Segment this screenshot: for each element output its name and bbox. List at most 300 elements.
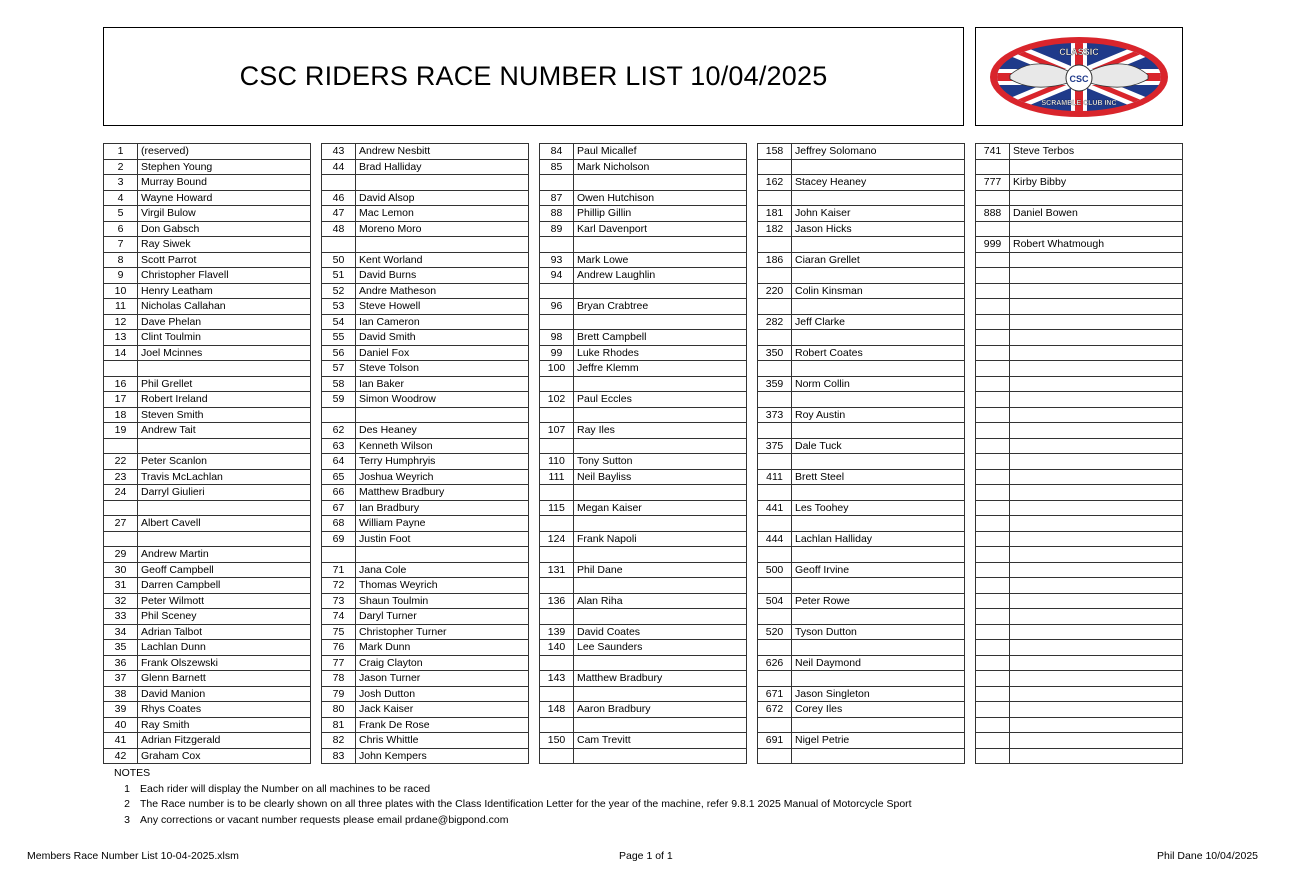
race-number-cell — [540, 283, 574, 299]
footer-author-date: Phil Dane 10/04/2025 — [1157, 850, 1258, 862]
table-row — [976, 407, 1183, 423]
rider-name-cell: Dale Tuck — [792, 438, 965, 454]
table-row — [758, 438, 965, 454]
table-row — [758, 733, 965, 749]
table-row — [976, 376, 1183, 392]
race-number-cell: 42 — [104, 748, 138, 764]
rider-name-cell — [1010, 733, 1183, 749]
table-row — [540, 314, 747, 330]
rider-name-cell — [574, 376, 747, 392]
rider-name-cell — [574, 516, 747, 532]
race-number-cell — [104, 500, 138, 516]
race-number-cell: 87 — [540, 190, 574, 206]
race-number-cell: 220 — [758, 283, 792, 299]
table-row — [976, 485, 1183, 501]
race-number-cell — [976, 593, 1010, 609]
race-number-cell: 186 — [758, 252, 792, 268]
race-number-cell — [976, 345, 1010, 361]
rider-name-cell — [1010, 578, 1183, 594]
table-row — [976, 655, 1183, 671]
race-number-cell: 94 — [540, 268, 574, 284]
table-row — [758, 392, 965, 408]
race-number-cell: 29 — [104, 547, 138, 563]
rider-name-cell: Paul Micallef — [574, 144, 747, 160]
table-row — [104, 423, 311, 439]
rider-name-cell: David Alsop — [356, 190, 529, 206]
table-row — [322, 454, 529, 470]
table-row — [976, 423, 1183, 439]
rider-name-cell: Craig Clayton — [356, 655, 529, 671]
rider-name-cell — [356, 175, 529, 191]
race-number-cell: 6 — [104, 221, 138, 237]
table-row — [540, 717, 747, 733]
rider-name-cell: Mark Lowe — [574, 252, 747, 268]
race-number-cell: 359 — [758, 376, 792, 392]
race-number-cell — [976, 531, 1010, 547]
table-row — [976, 283, 1183, 299]
race-number-cell: 373 — [758, 407, 792, 423]
table-row — [540, 438, 747, 454]
race-number-cell: 82 — [322, 733, 356, 749]
table-row — [322, 469, 529, 485]
race-number-cell — [976, 283, 1010, 299]
rider-name-cell — [138, 361, 311, 377]
table-row — [104, 299, 311, 315]
race-number-cell — [758, 159, 792, 175]
race-number-cell: 30 — [104, 562, 138, 578]
rider-name-cell — [792, 454, 965, 470]
table-row — [104, 640, 311, 656]
rider-name-cell: Frank Napoli — [574, 531, 747, 547]
race-number-cell: 85 — [540, 159, 574, 175]
race-number-cell — [758, 748, 792, 764]
rider-name-cell: Darren Campbell — [138, 578, 311, 594]
rider-name-cell: Cam Trevitt — [574, 733, 747, 749]
table-row — [322, 376, 529, 392]
race-number-cell: 53 — [322, 299, 356, 315]
rider-name-cell: Tyson Dutton — [792, 624, 965, 640]
rider-name-cell: Peter Wilmott — [138, 593, 311, 609]
rider-name-cell — [1010, 655, 1183, 671]
table-row — [322, 159, 529, 175]
table-row — [976, 593, 1183, 609]
rider-name-cell — [574, 655, 747, 671]
race-number-cell — [976, 733, 1010, 749]
race-number-cell: 19 — [104, 423, 138, 439]
rider-name-cell: Mark Nicholson — [574, 159, 747, 175]
table-row — [758, 283, 965, 299]
rider-name-cell: Peter Scanlon — [138, 454, 311, 470]
rider-name-cell: Joel Mcinnes — [138, 345, 311, 361]
table-row — [104, 159, 311, 175]
race-number-cell: 64 — [322, 454, 356, 470]
race-number-cell — [976, 485, 1010, 501]
rider-name-cell: Rhys Coates — [138, 702, 311, 718]
table-row — [322, 438, 529, 454]
table-row — [540, 330, 747, 346]
rider-name-cell — [792, 547, 965, 563]
number-column-3 — [539, 143, 747, 764]
table-row — [104, 469, 311, 485]
rider-name-cell: Geoff Campbell — [138, 562, 311, 578]
table-row — [540, 640, 747, 656]
race-number-cell: 36 — [104, 655, 138, 671]
race-number-cell: 58 — [322, 376, 356, 392]
table-row — [976, 516, 1183, 532]
rider-name-cell — [356, 407, 529, 423]
table-row — [758, 454, 965, 470]
table-row — [104, 485, 311, 501]
race-number-cell: 375 — [758, 438, 792, 454]
table-row — [758, 237, 965, 253]
svg-text:CLASSIC: CLASSIC — [1059, 46, 1099, 57]
table-row — [322, 330, 529, 346]
table-row — [104, 686, 311, 702]
rider-name-cell: Robert Ireland — [138, 392, 311, 408]
race-number-cell — [758, 454, 792, 470]
table-row — [976, 159, 1183, 175]
table-row — [322, 283, 529, 299]
table-row — [104, 407, 311, 423]
race-number-cell: 2 — [104, 159, 138, 175]
rider-name-cell: Wayne Howard — [138, 190, 311, 206]
race-number-cell: 66 — [322, 485, 356, 501]
race-number-cell — [976, 221, 1010, 237]
table-row — [758, 159, 965, 175]
rider-name-cell — [1010, 159, 1183, 175]
race-number-cell — [976, 268, 1010, 284]
race-number-cell — [540, 717, 574, 733]
rider-name-cell — [792, 237, 965, 253]
rider-name-cell: Lee Saunders — [574, 640, 747, 656]
rider-name-cell: David Smith — [356, 330, 529, 346]
rider-name-cell: Ian Baker — [356, 376, 529, 392]
table-row — [104, 376, 311, 392]
rider-name-cell: (reserved) — [138, 144, 311, 160]
table-row — [104, 361, 311, 377]
race-number-cell — [976, 299, 1010, 315]
race-number-cell: 150 — [540, 733, 574, 749]
race-number-cell — [976, 562, 1010, 578]
race-number-cell: 77 — [322, 655, 356, 671]
logo-box — [975, 27, 1183, 126]
table-row — [540, 624, 747, 640]
race-number-cell — [540, 547, 574, 563]
table-row — [540, 175, 747, 191]
race-number-cell — [976, 454, 1010, 470]
race-number-cell: 31 — [104, 578, 138, 594]
race-number-cell: 139 — [540, 624, 574, 640]
race-number-cell — [540, 578, 574, 594]
number-column-1 — [103, 143, 311, 764]
table-row — [322, 500, 529, 516]
race-number-cell: 148 — [540, 702, 574, 718]
rider-name-cell: Frank Olszewski — [138, 655, 311, 671]
rider-name-cell: Phillip Gillin — [574, 206, 747, 222]
race-number-cell: 140 — [540, 640, 574, 656]
race-number-cell — [540, 609, 574, 625]
table-row — [976, 144, 1183, 160]
rider-name-cell: Adrian Talbot — [138, 624, 311, 640]
table-row — [104, 175, 311, 191]
race-number-cell: 39 — [104, 702, 138, 718]
table-row — [758, 423, 965, 439]
rider-name-cell — [574, 407, 747, 423]
table-row — [976, 624, 1183, 640]
race-number-cell: 57 — [322, 361, 356, 377]
rider-name-cell — [1010, 314, 1183, 330]
number-column-2 — [321, 143, 529, 764]
race-number-cell: 1 — [104, 144, 138, 160]
table-row — [104, 500, 311, 516]
race-number-cell: 182 — [758, 221, 792, 237]
rider-name-cell: Mark Dunn — [356, 640, 529, 656]
rider-name-cell — [792, 190, 965, 206]
race-number-cell: 89 — [540, 221, 574, 237]
race-number-cell — [758, 299, 792, 315]
rider-name-cell: Stacey Heaney — [792, 175, 965, 191]
rider-name-cell — [574, 686, 747, 702]
table-row — [322, 733, 529, 749]
rider-name-cell — [1010, 702, 1183, 718]
race-number-cell: 81 — [322, 717, 356, 733]
table-row — [976, 237, 1183, 253]
race-number-cell — [540, 314, 574, 330]
rider-name-cell — [138, 531, 311, 547]
race-number-cell: 73 — [322, 593, 356, 609]
note-item: 2 The Race number is to be clearly shown on all three plates with the Class Identification Letter for the year of the machine, refer 9.8.1 2025 Manual of Motorcycle Sport — [124, 798, 912, 810]
race-number-cell: 62 — [322, 423, 356, 439]
table-row — [758, 175, 965, 191]
race-number-cell — [976, 547, 1010, 563]
race-number-cell — [322, 547, 356, 563]
race-number-cell — [758, 578, 792, 594]
rider-name-cell: David Coates — [574, 624, 747, 640]
rider-name-cell: Stephen Young — [138, 159, 311, 175]
table-row — [322, 392, 529, 408]
rider-name-cell — [1010, 593, 1183, 609]
race-number-cell — [540, 516, 574, 532]
table-row — [758, 252, 965, 268]
rider-name-cell: Daniel Fox — [356, 345, 529, 361]
race-number-cell: 79 — [322, 686, 356, 702]
rider-name-cell — [1010, 454, 1183, 470]
table-row — [540, 500, 747, 516]
table-row — [758, 671, 965, 687]
rider-name-cell: Ian Cameron — [356, 314, 529, 330]
table-row — [758, 345, 965, 361]
table-row — [322, 547, 529, 563]
rider-name-cell — [1010, 671, 1183, 687]
race-number-cell — [104, 531, 138, 547]
rider-name-cell: Henry Leatham — [138, 283, 311, 299]
table-row — [976, 547, 1183, 563]
rider-name-cell: Des Heaney — [356, 423, 529, 439]
rider-name-cell — [574, 175, 747, 191]
table-row — [758, 624, 965, 640]
rider-name-cell: Mac Lemon — [356, 206, 529, 222]
table-row — [104, 283, 311, 299]
race-number-cell: 131 — [540, 562, 574, 578]
table-row — [322, 221, 529, 237]
rider-name-cell — [1010, 407, 1183, 423]
race-number-cell: 38 — [104, 686, 138, 702]
table-row — [758, 686, 965, 702]
rider-name-cell — [138, 438, 311, 454]
rider-name-cell: Phil Dane — [574, 562, 747, 578]
rider-name-cell: Kent Worland — [356, 252, 529, 268]
race-number-cell — [976, 438, 1010, 454]
table-row — [104, 190, 311, 206]
race-number-cell: 504 — [758, 593, 792, 609]
race-number-cell — [758, 671, 792, 687]
race-number-cell — [758, 547, 792, 563]
race-number-cell — [758, 268, 792, 284]
table-row — [104, 268, 311, 284]
rider-name-cell: Les Toohey — [792, 500, 965, 516]
race-number-cell — [976, 748, 1010, 764]
race-number-cell: 24 — [104, 485, 138, 501]
table-row — [104, 516, 311, 532]
rider-name-cell — [792, 578, 965, 594]
race-number-cell: 107 — [540, 423, 574, 439]
rider-name-cell — [1010, 283, 1183, 299]
race-number-cell: 16 — [104, 376, 138, 392]
table-row — [322, 593, 529, 609]
race-number-cell — [976, 392, 1010, 408]
table-row — [322, 717, 529, 733]
table-row — [104, 330, 311, 346]
table-row — [758, 376, 965, 392]
race-number-cell: 14 — [104, 345, 138, 361]
rider-name-cell: Frank De Rose — [356, 717, 529, 733]
rider-name-cell: Steve Tolson — [356, 361, 529, 377]
race-number-cell: 124 — [540, 531, 574, 547]
table-row — [104, 562, 311, 578]
race-number-cell: 74 — [322, 609, 356, 625]
rider-name-cell — [1010, 345, 1183, 361]
rider-name-cell: Justin Foot — [356, 531, 529, 547]
rider-name-cell — [792, 609, 965, 625]
rider-name-cell: Scott Parrot — [138, 252, 311, 268]
race-number-cell — [976, 469, 1010, 485]
rider-name-cell: Don Gabsch — [138, 221, 311, 237]
table-row — [104, 702, 311, 718]
race-number-cell — [758, 237, 792, 253]
race-number-cell — [322, 237, 356, 253]
rider-name-cell — [1010, 640, 1183, 656]
rider-name-cell: Norm Collin — [792, 376, 965, 392]
rider-name-cell: Neil Daymond — [792, 655, 965, 671]
race-number-cell: 80 — [322, 702, 356, 718]
table-row — [976, 671, 1183, 687]
rider-name-cell: Albert Cavell — [138, 516, 311, 532]
race-number-cell: 411 — [758, 469, 792, 485]
table-row — [976, 330, 1183, 346]
rider-name-cell: Neil Bayliss — [574, 469, 747, 485]
table-row — [322, 237, 529, 253]
rider-name-cell — [574, 283, 747, 299]
rider-name-cell — [1010, 299, 1183, 315]
rider-name-cell: Paul Eccles — [574, 392, 747, 408]
rider-name-cell — [356, 547, 529, 563]
rider-name-cell: Thomas Weyrich — [356, 578, 529, 594]
rider-name-cell: Phil Grellet — [138, 376, 311, 392]
race-number-cell: 7 — [104, 237, 138, 253]
rider-name-cell — [138, 500, 311, 516]
page-title: CSC RIDERS RACE NUMBER LIST 10/04/2025 — [239, 61, 828, 91]
rider-name-cell: Bryan Crabtree — [574, 299, 747, 315]
rider-name-cell — [792, 299, 965, 315]
table-row — [104, 733, 311, 749]
note-item: 3 Any corrections or vacant number requests please email prdane@bigpond.com — [124, 813, 509, 826]
table-row — [976, 454, 1183, 470]
race-number-cell: 34 — [104, 624, 138, 640]
rider-name-cell — [1010, 547, 1183, 563]
race-number-cell: 999 — [976, 237, 1010, 253]
table-row — [322, 702, 529, 718]
table-row — [976, 175, 1183, 191]
table-row — [976, 438, 1183, 454]
table-row — [540, 376, 747, 392]
race-number-cell — [758, 361, 792, 377]
rider-name-cell: Jack Kaiser — [356, 702, 529, 718]
race-number-cell — [976, 314, 1010, 330]
table-row — [976, 578, 1183, 594]
note-item: 1 Each rider will display the Number on all machines to be raced — [124, 782, 431, 795]
race-number-cell — [104, 361, 138, 377]
race-number-cell: 46 — [322, 190, 356, 206]
table-row — [976, 717, 1183, 733]
rider-name-cell — [1010, 438, 1183, 454]
race-number-cell: 13 — [104, 330, 138, 346]
rider-name-cell — [1010, 717, 1183, 733]
rider-name-cell: Moreno Moro — [356, 221, 529, 237]
table-row — [540, 671, 747, 687]
rider-name-cell — [574, 485, 747, 501]
table-row — [322, 407, 529, 423]
table-row — [976, 268, 1183, 284]
race-number-cell: 3 — [104, 175, 138, 191]
race-number-cell: 4 — [104, 190, 138, 206]
table-row — [540, 655, 747, 671]
table-row — [540, 609, 747, 625]
rider-name-cell — [1010, 330, 1183, 346]
rider-name-cell — [792, 268, 965, 284]
table-row — [104, 547, 311, 563]
table-row — [540, 547, 747, 563]
rider-name-cell: Jason Turner — [356, 671, 529, 687]
rider-name-cell: Phil Sceney — [138, 609, 311, 625]
race-number-cell: 8 — [104, 252, 138, 268]
race-number-cell: 47 — [322, 206, 356, 222]
table-row — [976, 500, 1183, 516]
race-number-cell — [976, 578, 1010, 594]
rider-name-cell: John Kempers — [356, 748, 529, 764]
rider-name-cell — [1010, 748, 1183, 764]
table-row — [758, 609, 965, 625]
rider-name-cell: Alan Riha — [574, 593, 747, 609]
rider-name-cell: Darryl Giulieri — [138, 485, 311, 501]
table-row — [758, 717, 965, 733]
race-number-cell: 444 — [758, 531, 792, 547]
table-row — [758, 500, 965, 516]
table-row — [322, 686, 529, 702]
table-row — [976, 748, 1183, 764]
table-row — [322, 640, 529, 656]
race-number-cell: 691 — [758, 733, 792, 749]
race-number-cell: 50 — [322, 252, 356, 268]
